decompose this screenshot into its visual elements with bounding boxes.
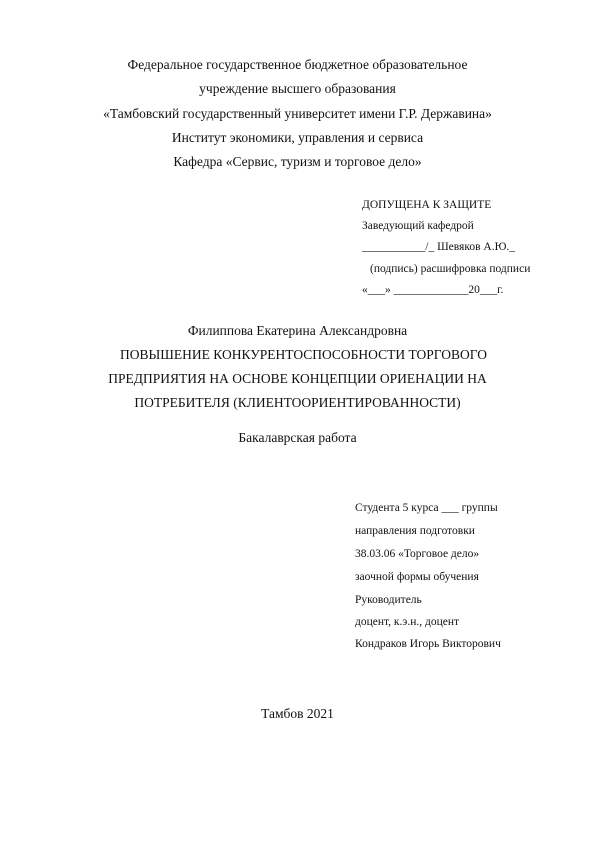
approval-title: ДОПУЩЕНА К ЗАЩИТЕ <box>362 199 492 211</box>
university-name: «Тамбовский государственный университет имени Г.Р. Державина» <box>103 106 492 121</box>
supervisor-label: Руководитель <box>355 594 422 606</box>
thesis-title-line-2: ПРЕДПРИЯТИЯ НА ОСНОВЕ КОНЦЕПЦИИ ОРИЕНАЦИИ НА <box>108 371 487 386</box>
approval-signature-caption: (подпись) расшифровка подписи <box>370 263 531 275</box>
approval-date-line: «___» _____________20___г. <box>362 284 504 296</box>
work-type: Бакалаврская работа <box>238 430 357 445</box>
supervisor-degree: доцент, к.э.н., доцент <box>355 616 460 628</box>
thesis-title-line-1: ПОВЫШЕНИЕ КОНКУРЕНТОСПОСОБНОСТИ ТОРГОВОГО <box>120 347 487 362</box>
student-info-line: заочной формы обучения <box>355 571 479 583</box>
institution-line-2: учреждение высшего образования <box>199 81 396 96</box>
institute-name: Институт экономики, управления и сервиса <box>171 130 424 145</box>
department-name: Кафедра «Сервис, туризм и торговое дело» <box>173 154 422 169</box>
student-info-line: направления подготовки <box>355 525 475 537</box>
approval-position: Заведующий кафедрой <box>362 220 474 232</box>
student-info-line: Студента 5 курса ___ группы <box>355 502 498 514</box>
institution-line-1: Федеральное государственное бюджетное образовательное <box>127 57 468 72</box>
author-name: Филиппова Екатерина Александровна <box>187 323 408 338</box>
student-info-line: 38.03.06 «Торговое дело» <box>355 548 480 560</box>
thesis-title-line-3: ПОТРЕБИТЕЛЯ (КЛИЕНТООРИЕНТИРОВАННОСТИ) <box>134 395 461 410</box>
approval-signature-line: ___________/_ Шевяков А.Ю._ <box>362 241 516 253</box>
supervisor-name: Кондраков Игорь Викторович <box>355 638 501 650</box>
city-year: Тамбов 2021 <box>261 706 334 721</box>
